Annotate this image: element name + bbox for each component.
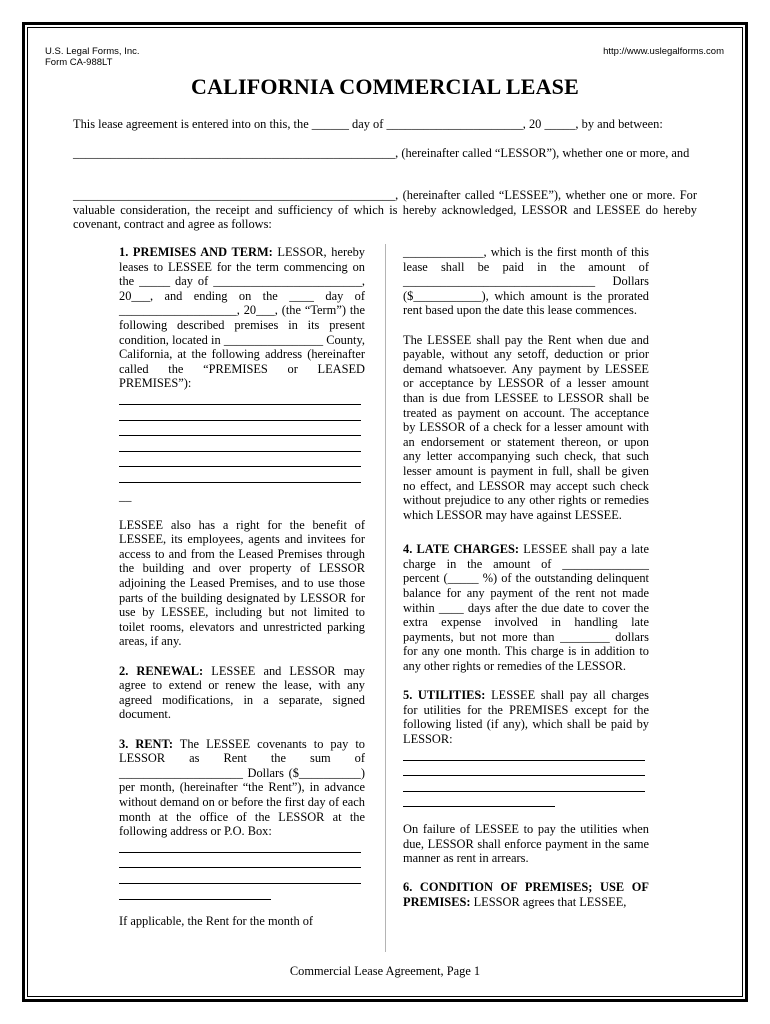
premises-text: LESSOR, hereby leases to LESSEE for the term commencing on the _____ day of ________________________, 20___, and ending on the ____ day of ___________________, 20___, (the “Term”) the following described premises in its present condition, located in ________________ County, California, at the following address (hereinafter called the “PREMISES or LEASED PREMISES”): <box>119 245 365 391</box>
condition-text: LESSOR agrees that LESSEE, <box>470 894 627 909</box>
late-charges-heading: 4. LATE CHARGES: <box>403 542 520 557</box>
renewal-text: LESSEE and LESSOR may agree to extend or renew the lease, with any agreed modifications, in a separate, signed document. <box>119 663 366 722</box>
section-utilities <box>403 688 649 746</box>
rent-text: The LESSEE covenants to pay to LESSOR as Rent the sum of ____________________ Dollars ($__________) per month, (hereinafter “the Rent”), in advance without demand on or before the first day of each month at the office of the LESSOR at the following address or P.O. Box: <box>119 736 365 839</box>
renewal-heading: 2. RENEWAL: <box>119 663 204 678</box>
column-divider <box>385 244 386 952</box>
section-premises <box>119 245 365 391</box>
left-column <box>119 245 365 929</box>
condition-heading: 6. CONDITION OF PREMISES; USE OF PREMISES: <box>403 880 649 909</box>
rent-heading: 3. RENT: <box>119 736 173 751</box>
blank-line <box>403 760 645 761</box>
utilities-text: LESSEE shall pay all charges for utilities for the PREMISES except for the following listed (if any), which shall be paid by LESSOR: <box>403 688 649 746</box>
page-footer: Commercial Lease Agreement, Page 1 <box>289 964 481 978</box>
utilities-blanks <box>403 747 649 808</box>
header-left <box>45 46 140 68</box>
blank-line <box>119 867 361 868</box>
blank-line <box>119 899 271 900</box>
blank-line <box>119 883 361 884</box>
right-column <box>403 245 649 910</box>
section-late-charges <box>403 542 649 673</box>
blank-line <box>119 482 361 483</box>
blank-line <box>119 466 361 467</box>
premises-end-mark: __ <box>119 488 132 503</box>
intro-lessor-line: ____________________________________________________, (hereinafter called “LESSOR”), whether one or more, and <box>73 146 690 160</box>
blank-line <box>403 806 555 807</box>
blank-line <box>119 435 361 436</box>
premises-address-blanks <box>119 391 365 483</box>
blank-line <box>119 451 361 452</box>
section-renewal <box>119 664 365 722</box>
form-number: Form CA-988LT <box>45 57 113 68</box>
blank-line <box>119 404 361 405</box>
prorate-paragraph: _____________, which is the first month of this lease shall be paid in the amount of _______________________________ Dollars ($___________), which amount is the prorated rent based upon the date this lease commences. <box>403 245 649 318</box>
access-paragraph: LESSEE also has a right for the benefit of LESSEE, its employees, agents and invitees for access to and from the Leased Premises through the building and over property of LESSOR adjoining the Leased Premises, and to use those parts of the building designated by LESSOR for use by LESSEE, including but not limited to toilet rooms, elevators and unrestricted parking areas, if any. <box>119 517 365 649</box>
website-url[interactable]: http://www.uslegalforms.com <box>603 46 724 57</box>
utilities-heading: 5. UTILITIES: <box>403 688 486 703</box>
blank-line <box>403 791 645 792</box>
blank-line <box>403 775 645 776</box>
intro-date-line: This lease agreement is entered into on this, the ______ day of ______________________, 20 _____, by and between: <box>73 117 663 131</box>
payment-paragraph: The LESSEE shall pay the Rent when due and payable, without any setoff, deduction or prior demand whatsoever. Any payment by LESSEE or acceptance by LESSOR of a lesser amount than is due from LESSEE to LESSOR shall be treated as payment on account. The acceptance by LESSOR of a check for a lesser amount with an endorsement or statement thereon, or upon any letter accompanying such check, that such lesser amount is payment in full, shall be given no effect, and LESSOR may accept such check without prejudice to any other rights or remedies which LESSOR may have against LESSEE. <box>403 332 649 522</box>
blank-line <box>119 420 361 421</box>
company-name: U.S. Legal Forms, Inc. <box>45 46 140 57</box>
applicable-rent-text: If applicable, the Rent for the month of <box>119 914 314 929</box>
late-charges-text: LESSEE shall pay a late charge in the amount of ______________ percent (_____ %) of the outstanding delinquent balance for any payment of the rent not made within ____ days after the due date to cover the extra expense involved in handling late payments, but not more than ________ dollars for any one month. This charge is in addition to any other rights or remedies of the LESSOR. <box>403 542 649 674</box>
section-condition <box>403 880 649 909</box>
section-rent <box>119 737 365 839</box>
premises-heading: 1. PREMISES AND TERM: <box>119 245 273 259</box>
document-title: CALIFORNIA COMMERCIAL LEASE <box>190 74 579 99</box>
utilities-failure-paragraph: On failure of LESSEE to pay the utilities when due, LESSOR shall enforce payment in the same manner as rent in arrears. <box>403 821 649 866</box>
rent-address-blanks <box>119 839 365 900</box>
intro-lessee-line: ____________________________________________________, (hereinafter called “LESSEE”), whether one or more. For valuable consideration, the receipt and sufficiency of which is hereby acknowledged, LESSOR and LESSEE do hereby covenant, contract and agree as follows: <box>73 188 697 232</box>
blank-line <box>119 852 361 853</box>
